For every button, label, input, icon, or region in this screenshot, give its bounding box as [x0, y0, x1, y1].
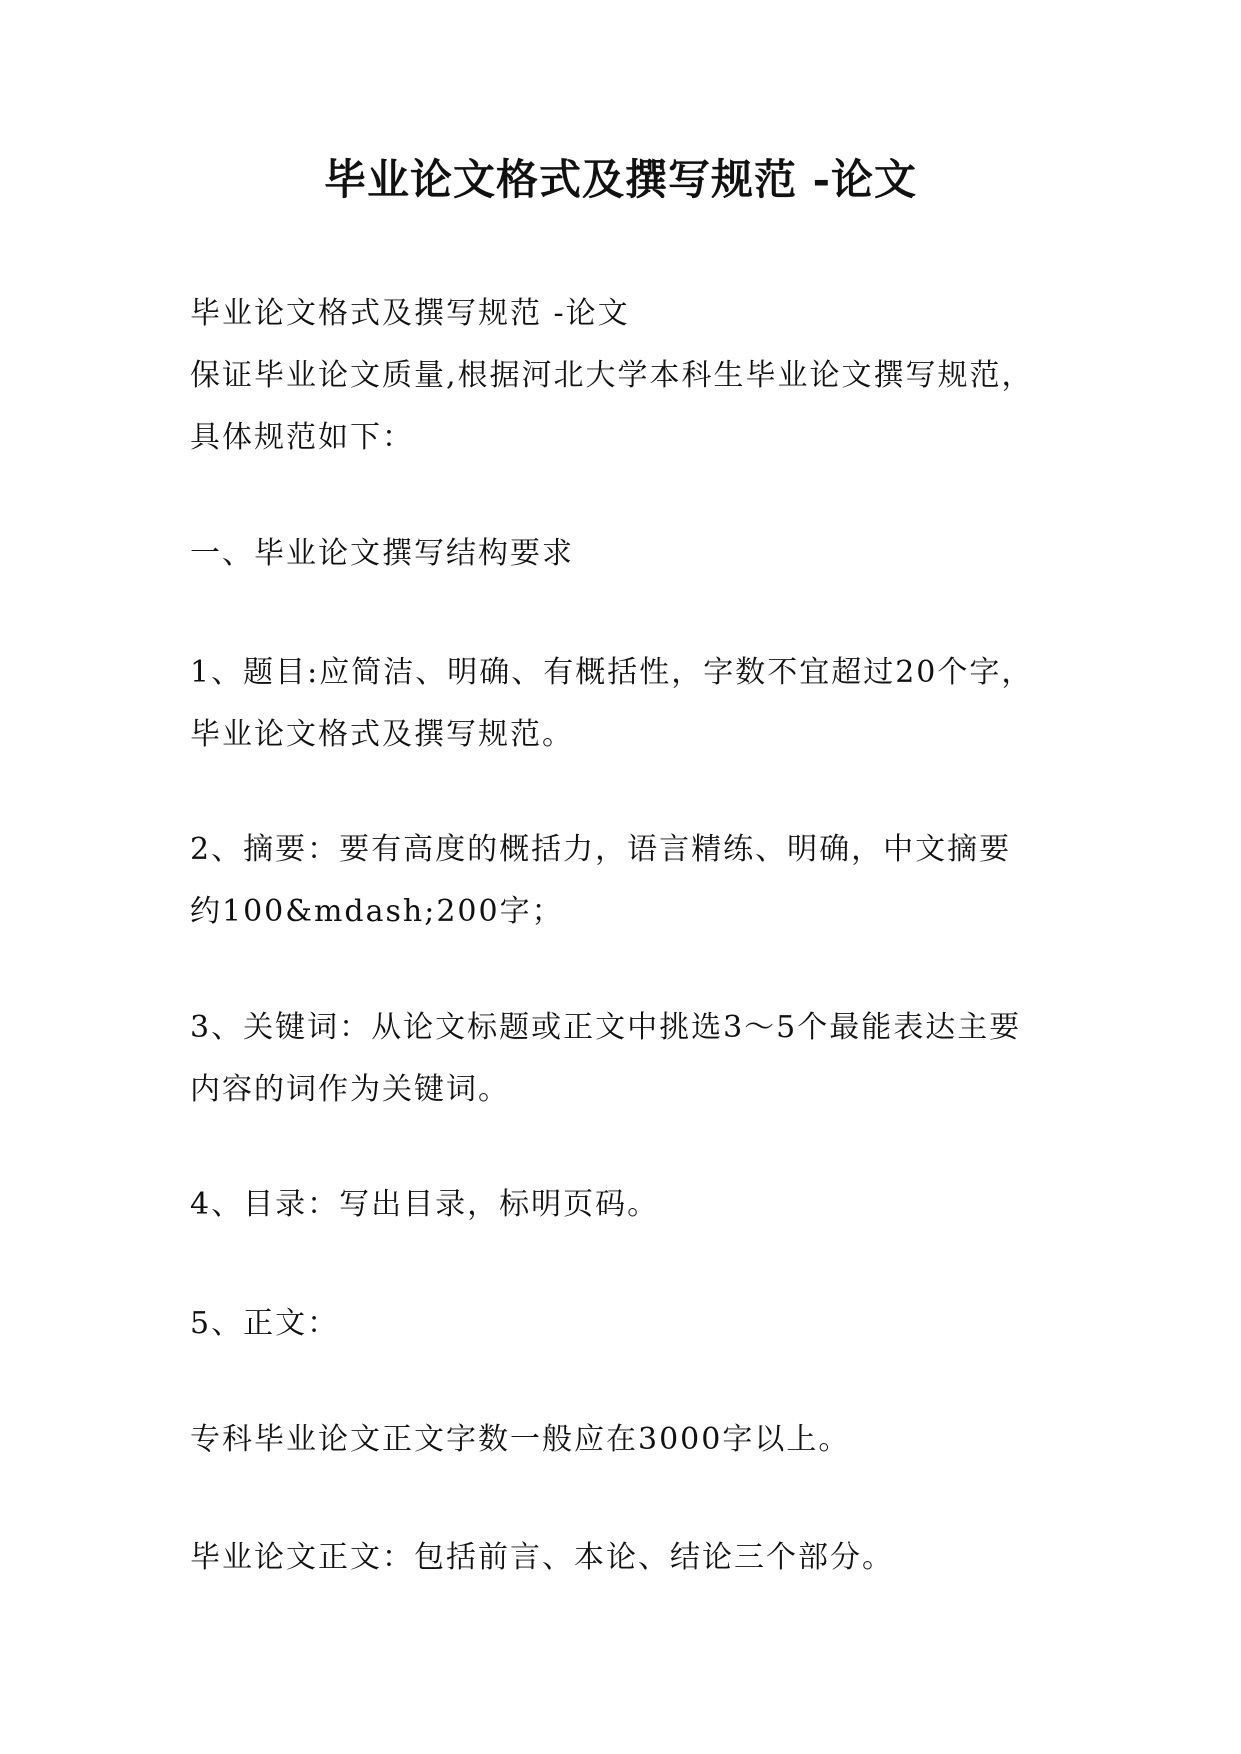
item-3-line-1: 3、关键词：从论文标题或正文中挑选3～5个最能表达主要: [190, 1010, 1022, 1045]
item-2-line-1: 2、摘要：要有高度的概括力，语言精练、明确，中文摘要: [190, 832, 1012, 867]
item-4-line-1: 4、目录：写出目录，标明页码。: [190, 1187, 660, 1222]
intro-line-2: 具体规范如下：: [190, 420, 414, 455]
document-title: 毕业论文格式及撰写规范 -论文: [323, 155, 918, 204]
item-3-line-2: 内容的词作为关键词。: [190, 1072, 510, 1107]
section-1-heading: 一、毕业论文撰写结构要求: [190, 536, 574, 571]
intro-line-1: 保证毕业论文质量,根据河北大学本科生毕业论文撰写规范，: [190, 358, 1034, 393]
item-5-line-1: 5、正文：: [190, 1306, 340, 1341]
subtitle-line: 毕业论文格式及撰写规范 -论文: [190, 296, 630, 331]
item-1-line-2: 毕业论文格式及撰写规范。: [190, 717, 574, 752]
item-2-line-2: 约100&mdash;200字；: [190, 894, 564, 929]
item-1-line-1: 1、题目:应简洁、明确、有概括性，字数不宜超过20个字，: [190, 655, 1034, 690]
body-paragraph-1: 专科毕业论文正文字数一般应在3000字以上。: [190, 1422, 851, 1457]
body-paragraph-2: 毕业论文正文：包括前言、本论、结论三个部分。: [190, 1540, 894, 1575]
